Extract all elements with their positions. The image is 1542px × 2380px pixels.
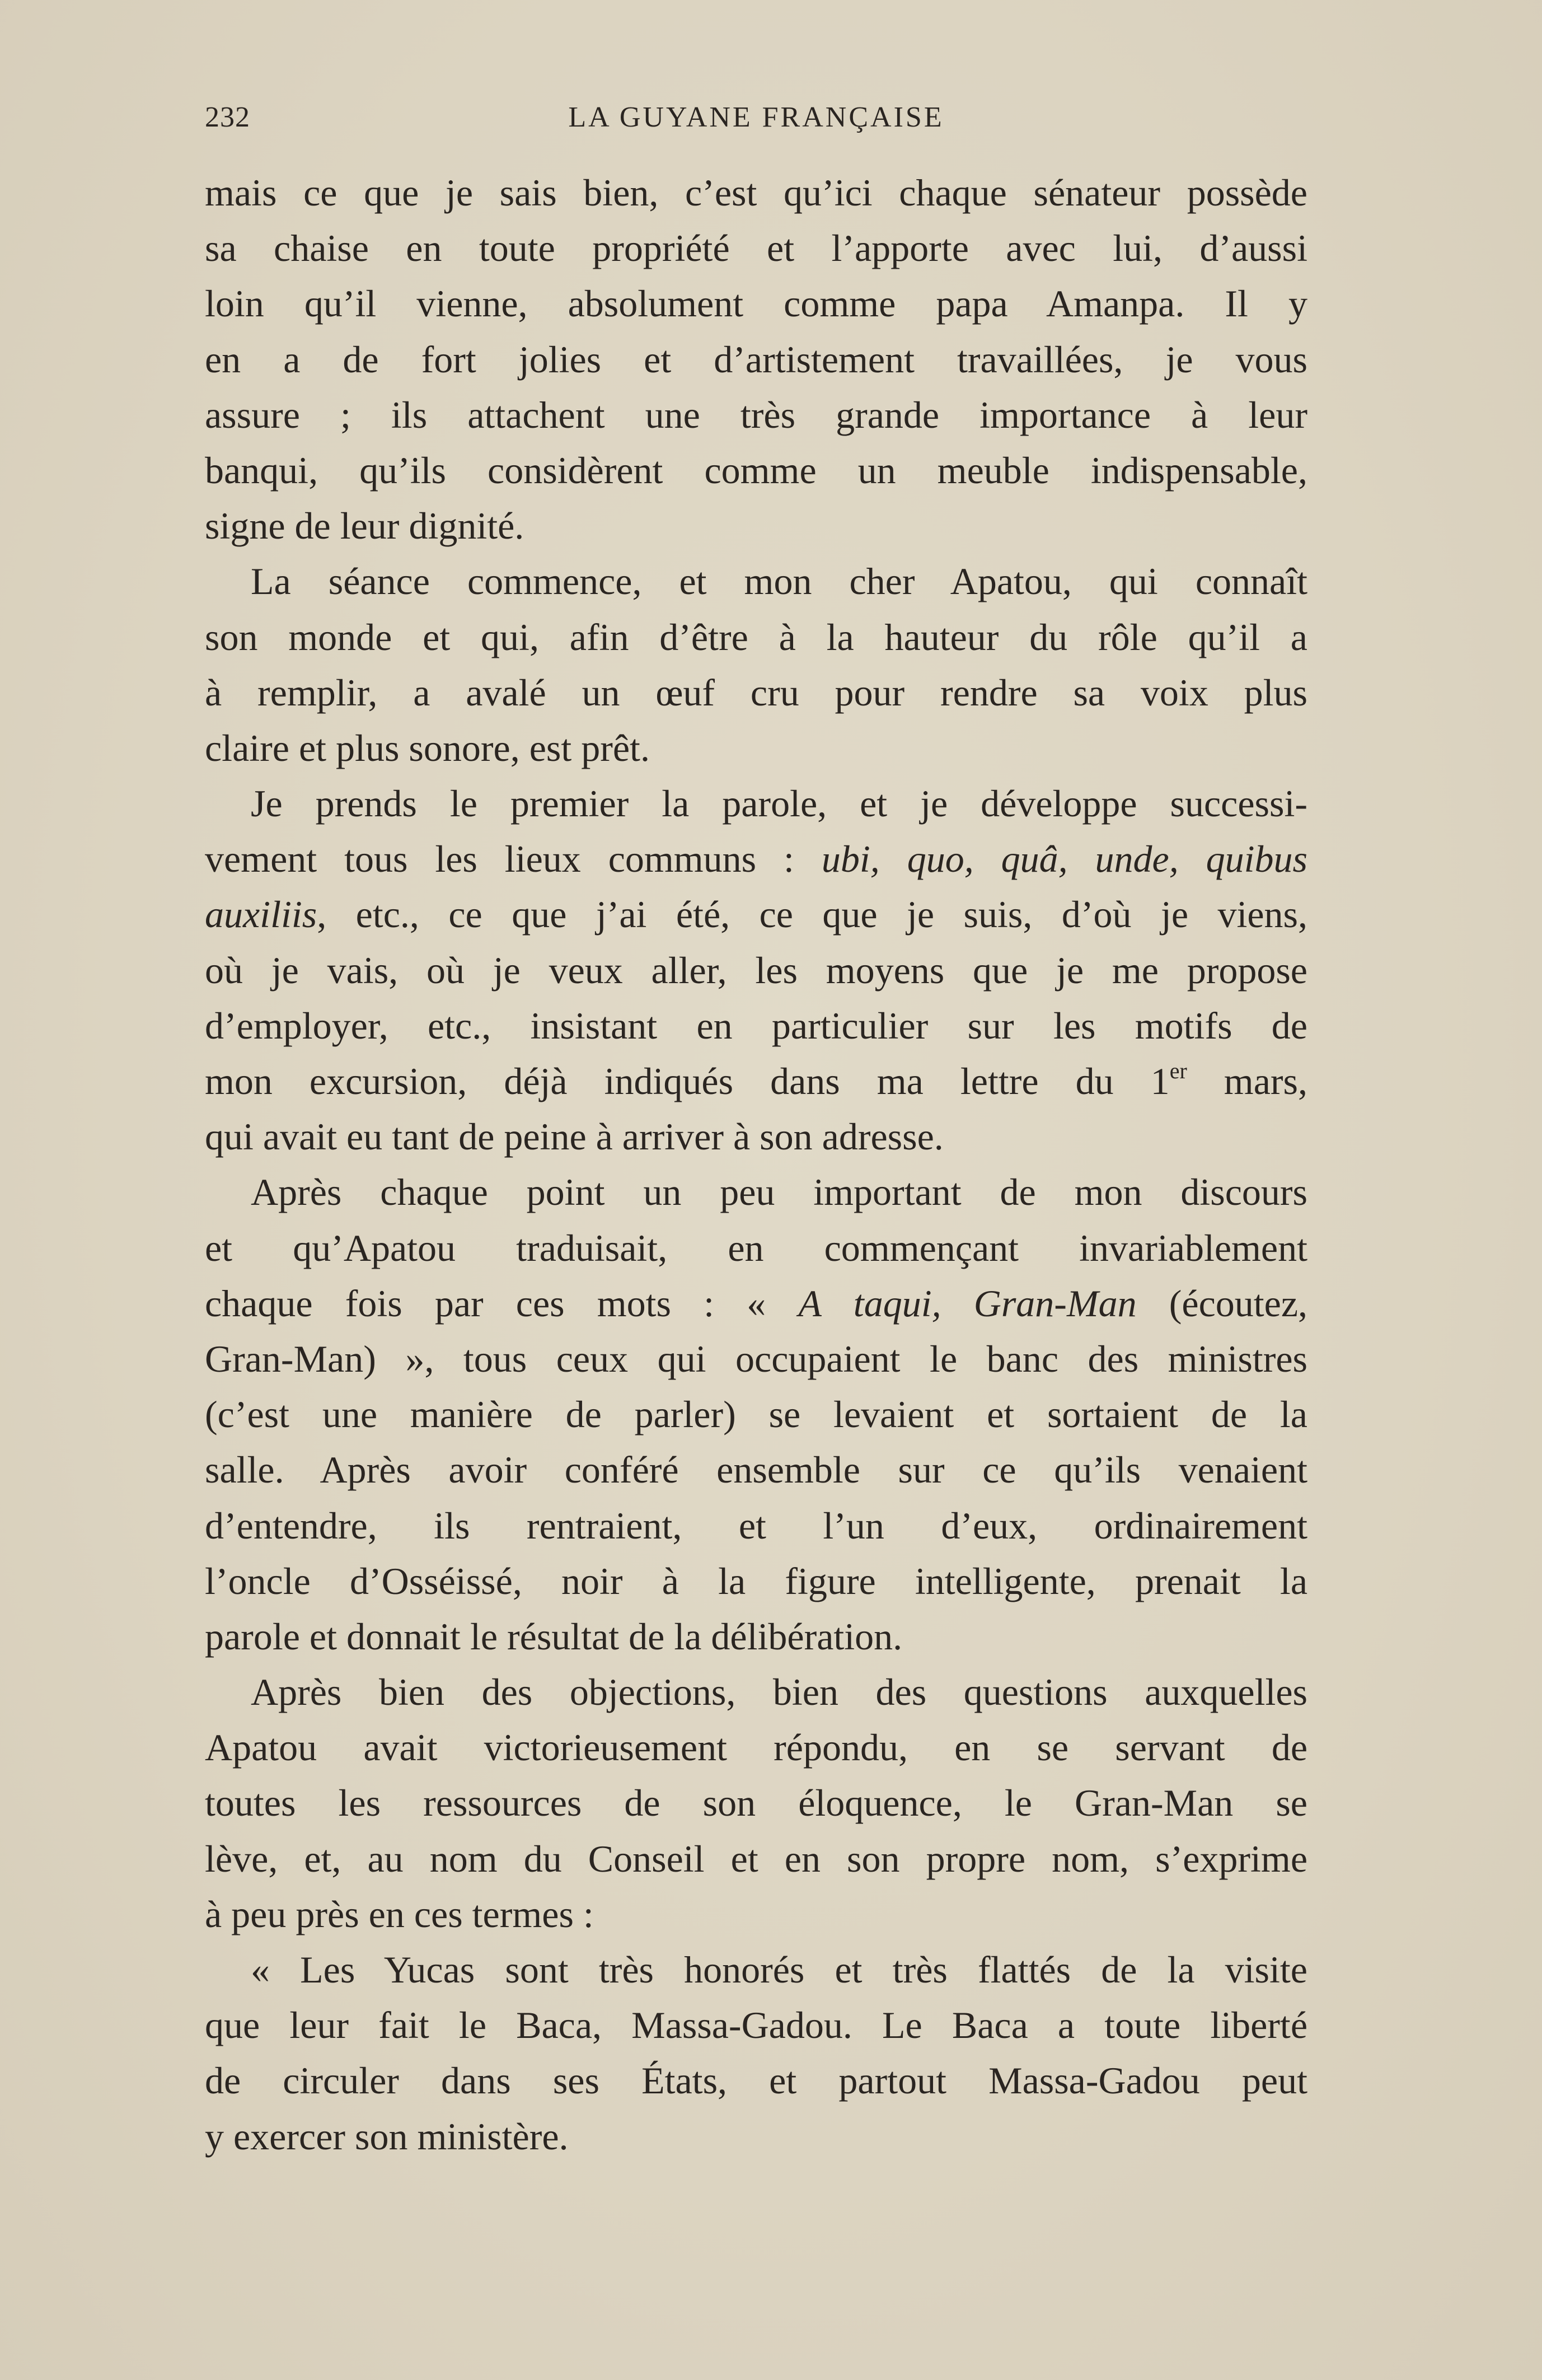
text-line <box>205 610 1307 665</box>
paragraph <box>205 1165 1307 1664</box>
text-line <box>205 1109 1307 1165</box>
text-segment: mars, <box>1187 1060 1307 1102</box>
text-line <box>205 1387 1307 1442</box>
text-segment: (c’est une manière de parler) se levaient et sortaient de la <box>205 1393 1307 1436</box>
text-segment: lève, et, au nom du Conseil et en son propre nom, s’exprime <box>205 1837 1307 1880</box>
text-line <box>205 1442 1307 1498</box>
text-line <box>205 1054 1307 1109</box>
text-segment: Je prends le premier la parole, et je développe successi- <box>251 782 1307 825</box>
paragraph <box>205 776 1307 1165</box>
text-line <box>205 1331 1307 1387</box>
text-segment: y exercer son ministère. <box>205 2115 569 2158</box>
text-segment: toutes les ressources de son éloquence, le Gran-Man se <box>205 1782 1307 1825</box>
text-segment: son monde et qui, afin d’être à la hauteur du rôle qu’il a <box>205 615 1307 658</box>
text-line <box>205 2109 1307 2164</box>
text-line <box>205 1887 1307 1942</box>
text-segment: parole et donnait le résultat de la délibération. <box>205 1615 903 1658</box>
text-segment: qui avait eu tant de peine à arriver à son adresse. <box>205 1115 944 1158</box>
text-segment: que leur fait le Baca, Massa-Gadou. Le Baca a toute liberté <box>205 2004 1307 2047</box>
body-text <box>205 165 1307 2164</box>
text-line <box>205 1720 1307 1775</box>
text-line <box>205 998 1307 1054</box>
superscript: er <box>1169 1058 1187 1083</box>
text-segment: Après bien des objections, bien des questions auxquelles <box>251 1671 1307 1714</box>
text-line <box>205 943 1307 998</box>
text-line <box>205 332 1307 387</box>
text-segment: signe de leur dignité. <box>205 504 524 548</box>
text-line <box>205 1165 1307 1220</box>
text-line <box>205 1775 1307 1831</box>
paragraph <box>205 1942 1307 2164</box>
text-segment: à remplir, a avalé un œuf cru pour rendre sa voix plus <box>205 671 1307 714</box>
text-line <box>205 665 1307 721</box>
text-line <box>205 276 1307 331</box>
text-line <box>205 887 1307 942</box>
text-line <box>205 1609 1307 1664</box>
text-segment: claire et plus sonore, est prêt. <box>205 726 650 769</box>
text-line <box>205 721 1307 776</box>
italic-text: auxiliis <box>205 893 317 936</box>
text-segment: d’employer, etc., insistant en particulier sur les motifs de <box>205 1004 1307 1047</box>
italic-text: A taqui, Gran-Man <box>798 1282 1137 1325</box>
text-line <box>205 1554 1307 1609</box>
text-line <box>205 443 1307 498</box>
text-segment: en a de fort jolies et d’artistement travaillées, je vous <box>205 338 1307 381</box>
paragraph <box>205 165 1307 554</box>
text-line <box>205 498 1307 554</box>
text-segment: l’oncle d’Osséissé, noir à la figure intelligente, prenait la <box>205 1559 1307 1602</box>
text-segment: vement tous les lieux communs : <box>205 838 822 881</box>
running-title: LA GUYANE FRANÇAISE <box>568 101 944 133</box>
text-segment: mon excursion, déjà indiqués dans ma lettre du 1 <box>205 1060 1170 1102</box>
text-line <box>205 2053 1307 2108</box>
text-line <box>205 1664 1307 1720</box>
text-line <box>205 831 1307 887</box>
text-segment: Après chaque point un peu important de mon discours <box>251 1171 1307 1214</box>
text-line <box>205 221 1307 276</box>
text-segment: où je vais, où je veux aller, les moyens que je me propose <box>205 948 1307 992</box>
text-segment: mais ce que je sais bien, c’est qu’ici chaque sénateur possède <box>205 171 1307 214</box>
text-line <box>205 554 1307 609</box>
text-line <box>205 1221 1307 1276</box>
italic-text: ubi, quo, quâ, unde, quibus <box>821 838 1307 881</box>
text-segment: La séance commence, et mon cher Apatou, qui connaît <box>251 560 1307 603</box>
text-segment: banqui, qu’ils considèrent comme un meuble indispensable, <box>205 448 1307 492</box>
paragraph <box>205 554 1307 776</box>
text-segment: assure ; ils attachent une très grande importance à leur <box>205 393 1307 436</box>
text-segment: (écoutez, <box>1136 1282 1308 1325</box>
text-segment: chaque fois par ces mots : « <box>205 1282 799 1325</box>
text-segment: « Les Yucas sont très honorés et très flattés de la visite <box>251 1948 1307 1991</box>
text-segment: de circuler dans ses États, et partout Massa-Gadou peut <box>205 2059 1307 2102</box>
text-line <box>205 1498 1307 1554</box>
text-line <box>205 1831 1307 1887</box>
text-segment: d’entendre, ils rentraient, et l’un d’eux, ordinairement <box>205 1504 1307 1547</box>
text-segment: Gran-Man) », tous ceux qui occupaient le banc des ministres <box>205 1337 1307 1380</box>
text-line <box>205 387 1307 443</box>
text-segment: loin qu’il vienne, absolument comme papa Amanpa. Il y <box>205 282 1307 325</box>
text-line <box>205 165 1307 221</box>
page-number: 232 <box>205 101 250 133</box>
page-header <box>205 101 1307 140</box>
text-line <box>205 1942 1307 1998</box>
text-segment: , etc., ce que j’ai été, ce que je suis, d’où je viens, <box>317 893 1307 936</box>
text-line <box>205 776 1307 831</box>
text-segment: à peu près en ces termes : <box>205 1892 594 1935</box>
paragraph <box>205 1664 1307 1942</box>
text-segment: salle. Après avoir conféré ensemble sur ce qu’ils venaient <box>205 1448 1307 1491</box>
text-segment: et qu’Apatou traduisait, en commençant invariablement <box>205 1226 1307 1269</box>
text-line <box>205 1998 1307 2053</box>
text-segment: sa chaise en toute propriété et l’apporte avec lui, d’aussi <box>205 227 1307 270</box>
text-line <box>205 1276 1307 1331</box>
text-segment: Apatou avait victorieusement répondu, en se servant de <box>205 1726 1307 1769</box>
